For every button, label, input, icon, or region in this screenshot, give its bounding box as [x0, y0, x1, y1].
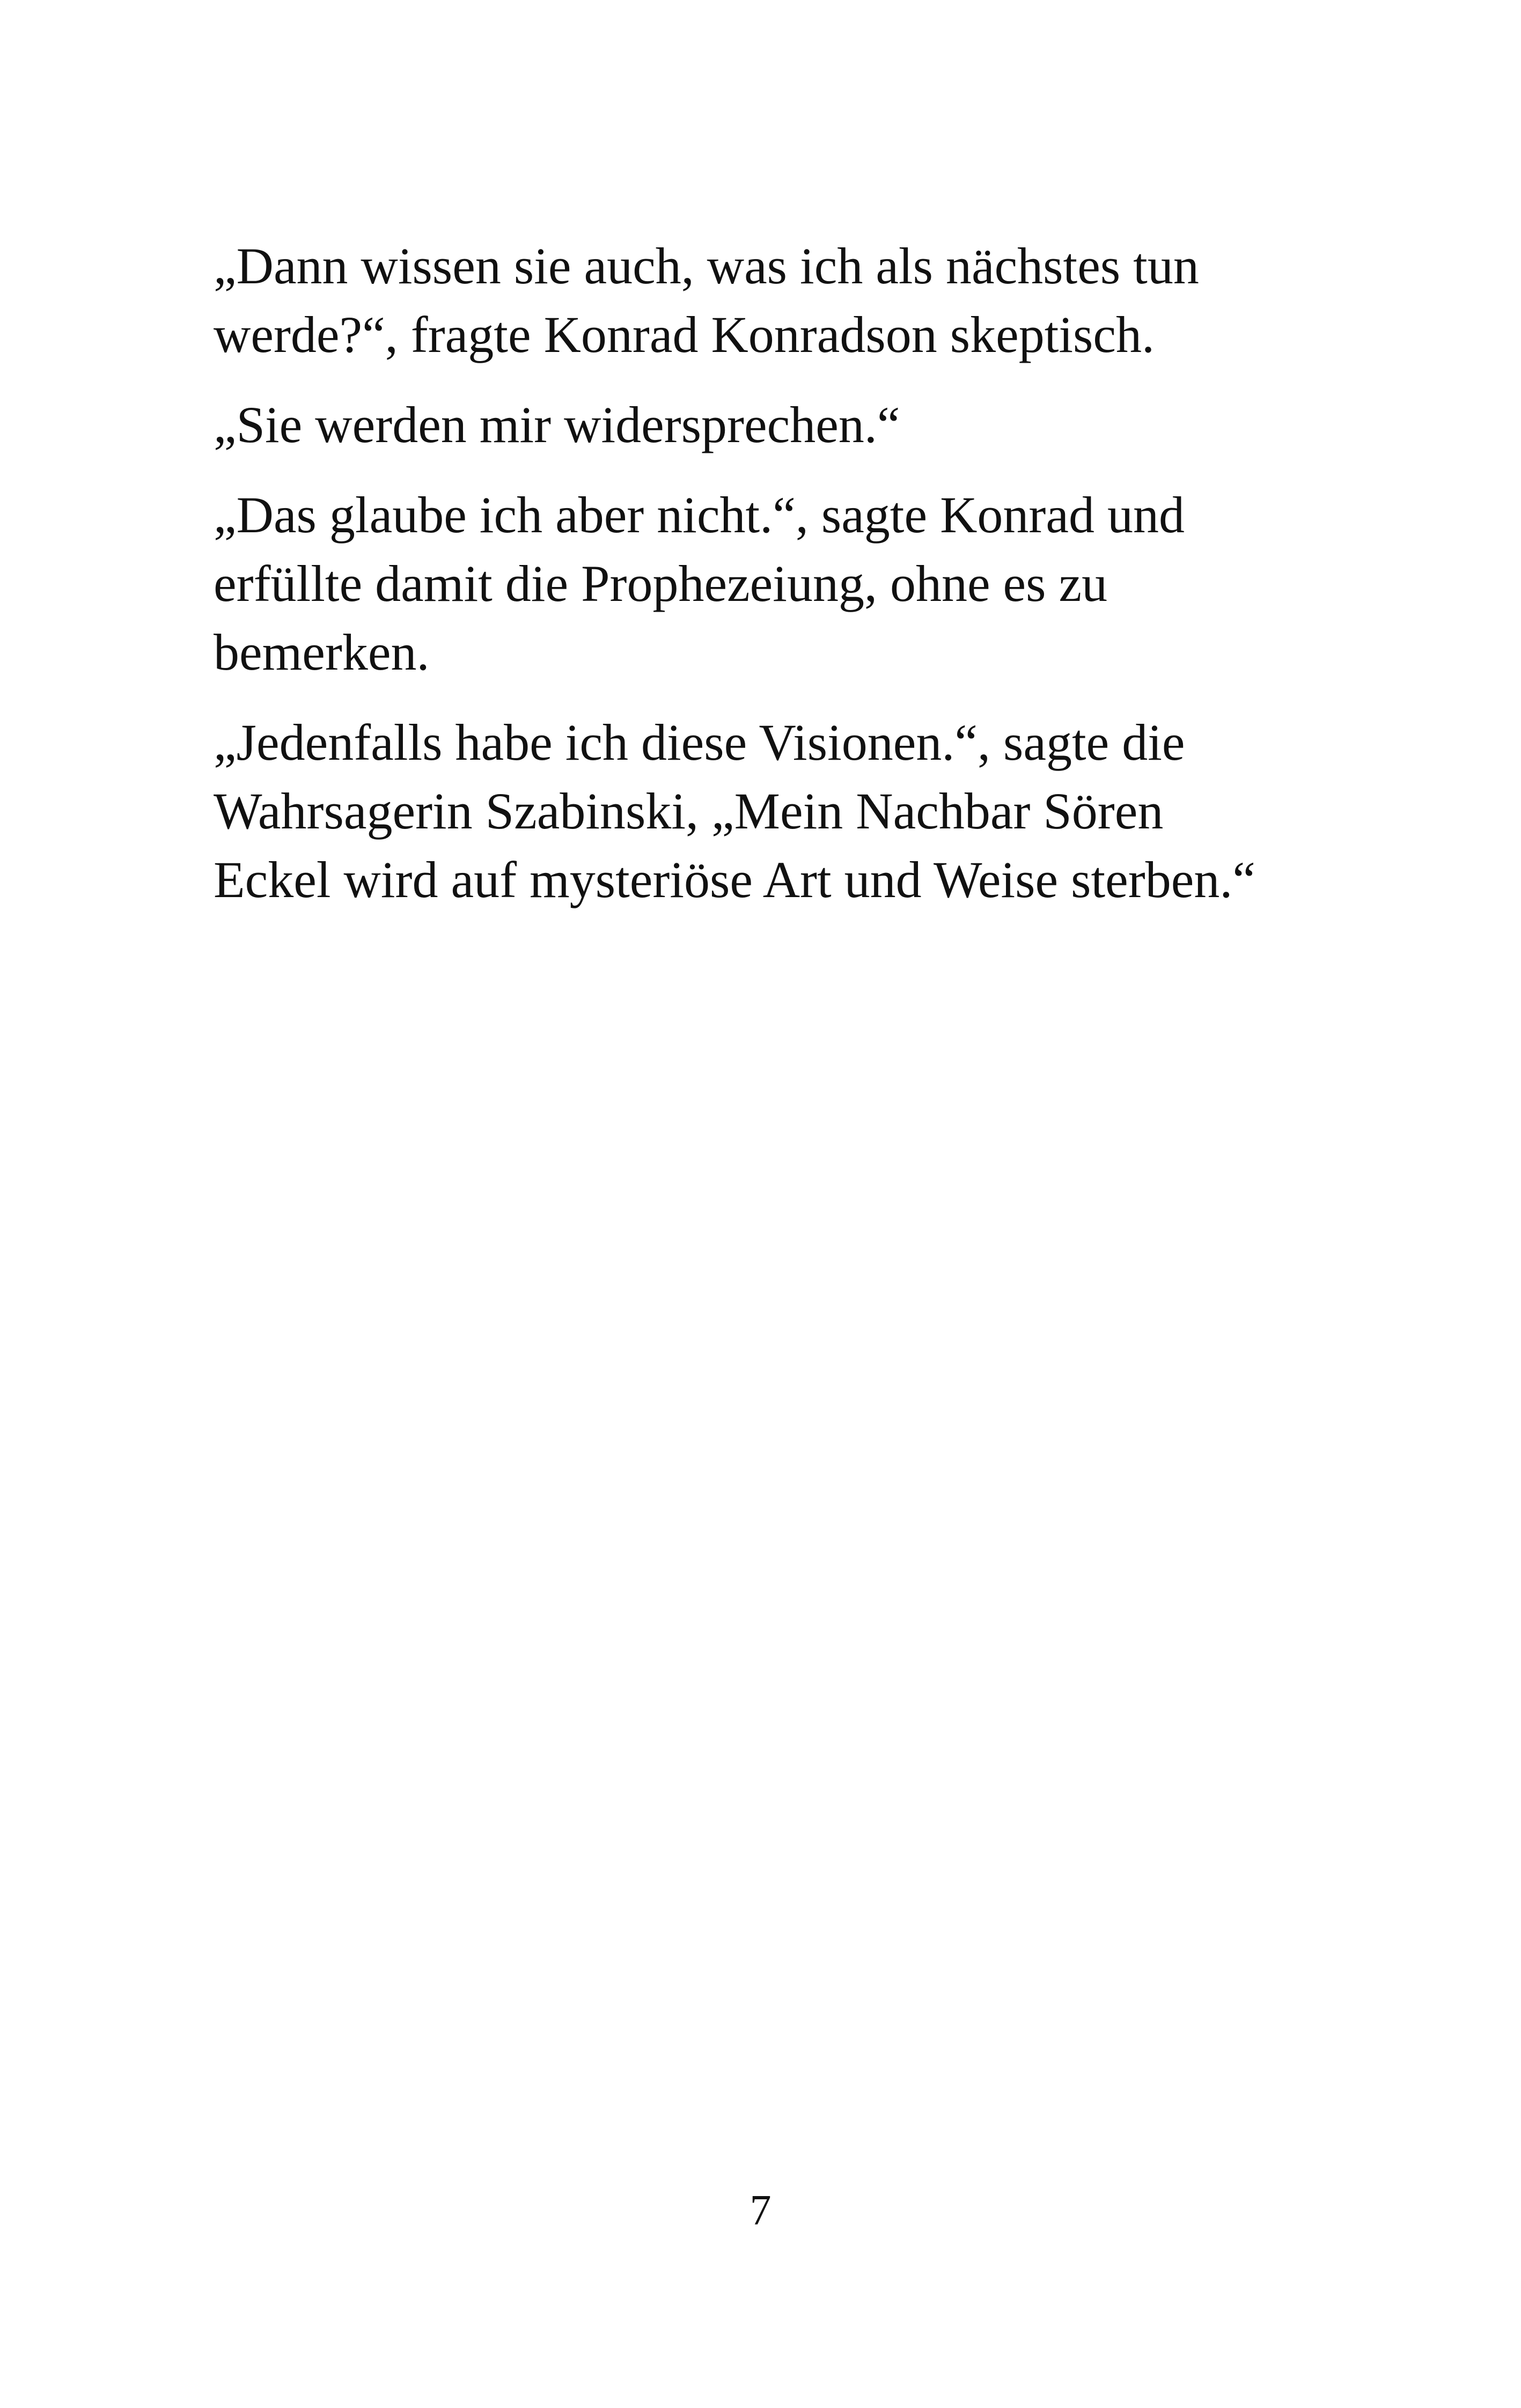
body-text	[214, 232, 1356, 936]
paragraph-2: „Sie werden mir widersprechen.“	[214, 396, 900, 453]
page-number: 7	[750, 2187, 771, 2234]
paragraph-1: „Dann wissen sie auch, was ich als nächstes tun werde?“, fragte Konrad Konradson skeptisch.	[214, 237, 1199, 363]
paragraph-3: „Das glaube ich aber nicht.“, sagte Konrad und erfüllte damit die Prophezeiung, ohne es zu bemerken.	[214, 486, 1185, 681]
paragraph-4: „Jedenfalls habe ich diese Visionen.“, sagte die Wahrsagerin Szabinski, „Mein Nachbar Sören Eckel wird auf mysteriöse Art und Weise sterben.“	[214, 714, 1255, 908]
